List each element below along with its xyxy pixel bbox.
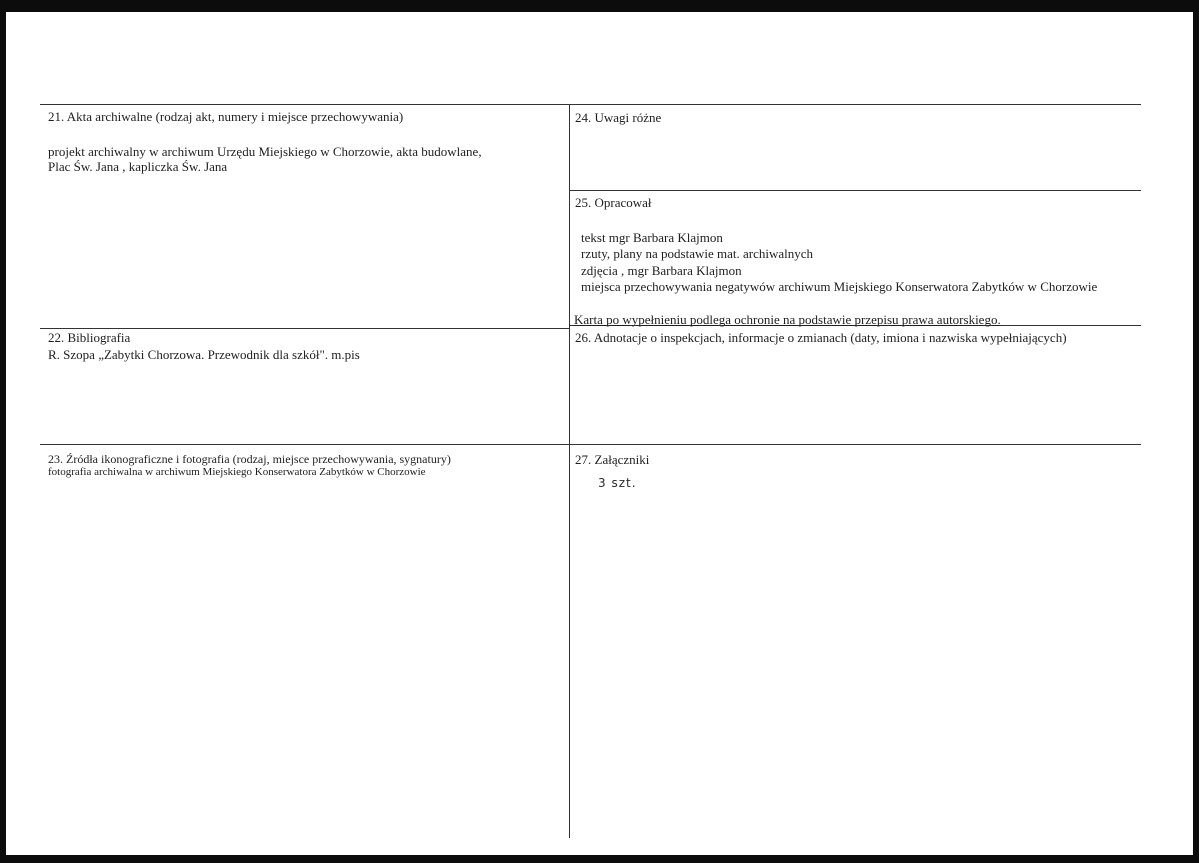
section-25-line-2: rzuty, plany na podstawie mat. archiwalnych [581,246,813,261]
section-25-line-1: tekst mgr Barbara Klajmon [581,230,723,245]
section-25-line-3: zdjęcia , mgr Barbara Klajmon [581,263,742,278]
section-24-heading: 24. Uwagi różne [575,110,662,125]
divider-21-22 [40,328,569,329]
section-25-heading: 25. Opracował [575,195,652,210]
section-21-heading: 21. Akta archiwalne (rodzaj akt, numery i miejsce przechowywania) [48,109,404,124]
column-divider [569,104,570,838]
section-21-text-line-2: Plac Św. Jana , kapliczka Św. Jana [48,159,228,174]
form-sheet [6,12,1193,855]
section-23-text-line-1: fotografia archiwalna w archiwum Miejskiego Konserwatora Zabytków w Chorzowie [48,466,426,478]
section-21-text-line-1: projekt archiwalny w archiwum Urzędu Miejskiego w Chorzowie, akta budowlane, [48,144,482,159]
top-border-line [40,104,1141,105]
section-26-heading: 26. Adnotacje o inspekcjach, informacje o zmianach (daty, imiona i nazwiska wypełniających) [575,330,1067,345]
section-22-heading: 22. Bibliografia [48,330,131,345]
section-27-heading: 27. Załączniki [575,452,650,467]
section-25-line-4: miejsca przechowywania negatywów archiwum Miejskiego Konserwatora Zabytków w Chorzowie [581,279,1098,294]
divider-24-25 [569,190,1141,191]
handwritten-attachment-count: 3 szt. [598,476,637,490]
divider-lower [40,444,1141,445]
section-23-heading: 23. Źródła ikonograficzne i fotografia (rodzaj, miejsce przechowywania, sygnatury) [48,452,451,466]
section-22-text-line-1: R. Szopa „Zabytki Chorzowa. Przewodnik dla szkół". m.pis [48,347,360,362]
copyright-notice: Karta po wypełnieniu podlega ochronie na podstawie przepisu prawa autorskiego. [574,312,1001,327]
